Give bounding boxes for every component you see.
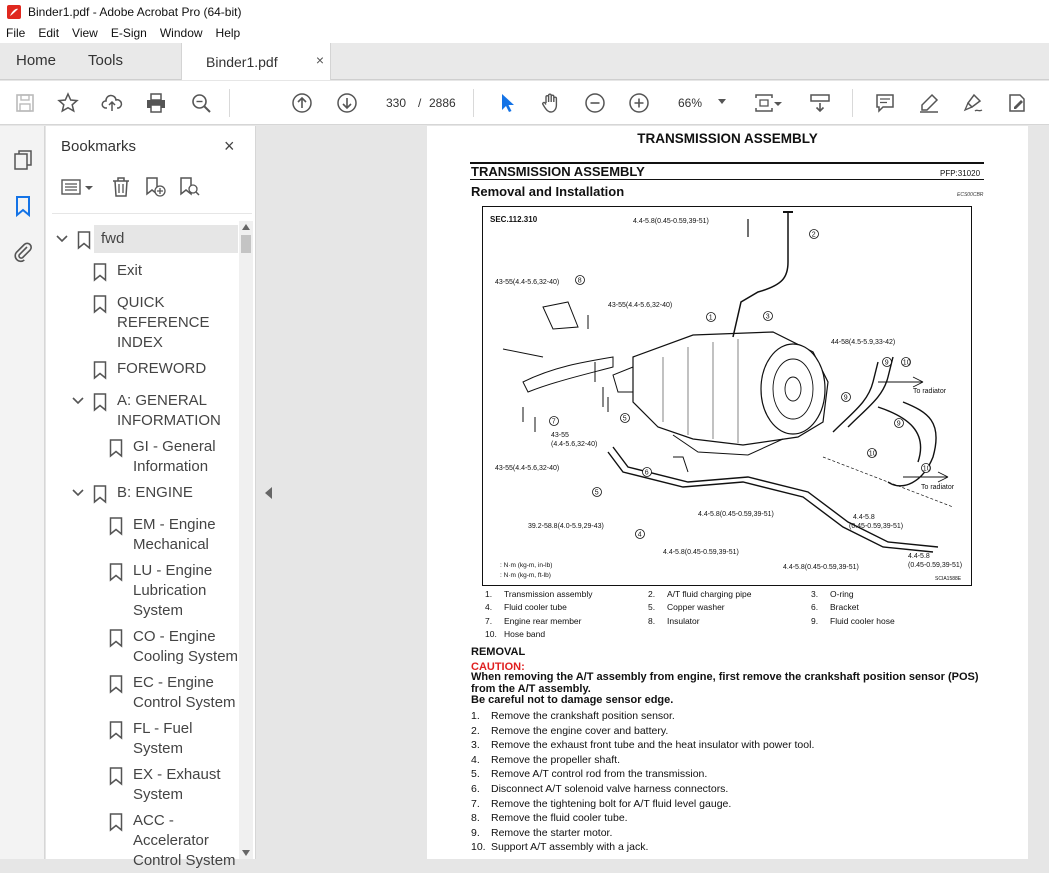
bookmark-star-icon[interactable]: [56, 91, 80, 115]
bookmarks-title: Bookmarks: [61, 138, 137, 155]
legend-num: 2.: [648, 589, 656, 599]
tab-home[interactable]: Home: [16, 52, 57, 69]
bookmark-icon: [109, 439, 123, 457]
bookmark-label: ACC - Accelerator Control System: [133, 812, 236, 869]
bookmark-general-information[interactable]: [46, 391, 239, 433]
highlight-icon[interactable]: [917, 91, 941, 115]
legend-num: 4.: [485, 602, 493, 612]
legend-text: Copper washer: [667, 602, 725, 612]
caution-label: CAUTION:: [471, 661, 525, 673]
step-text: Remove the tightening bolt for A/T fluid level gauge.: [491, 797, 732, 810]
legend-num: 1.: [485, 589, 493, 599]
legend-num: 3.: [811, 589, 819, 599]
scroll-down-icon[interactable]: [242, 850, 250, 856]
select-cursor-icon[interactable]: [495, 91, 519, 115]
bookmark-em[interactable]: [46, 515, 239, 557]
zoom-select[interactable]: [670, 95, 730, 113]
zoom-value: 66%: [678, 96, 703, 110]
pages-icon[interactable]: [11, 148, 35, 172]
svg-text:8: 8: [577, 277, 582, 285]
tab-document-label: Binder1.pdf: [206, 54, 278, 70]
sign-icon[interactable]: [961, 91, 985, 115]
bookmark-icon: [93, 485, 107, 503]
bookmark-icon: [109, 767, 123, 785]
menu-file[interactable]: File: [6, 26, 26, 40]
torque-label: 4.4-5.8(0.45-0.59,39-51): [633, 218, 709, 225]
bookmark-label: QUICK REFERENCE INDEX: [117, 294, 210, 351]
bookmark-icon: [109, 517, 123, 535]
scroll-mode-icon[interactable]: [808, 91, 832, 115]
to-radiator-label: To radiator: [913, 388, 947, 395]
bookmark-icon: [77, 231, 91, 249]
pfp-code: PFP:31020: [940, 169, 981, 178]
step-text: Remove the propeller shaft.: [491, 753, 620, 766]
legend-text: O-ring: [830, 589, 854, 599]
page-separator: /: [418, 96, 422, 110]
window-title: Binder1.pdf - Adobe Acrobat Pro (64-bit): [28, 4, 242, 19]
scroll-thumb[interactable]: [241, 235, 251, 253]
chevron-down-icon[interactable]: [72, 488, 84, 498]
collapse-panel-icon[interactable]: [265, 487, 272, 499]
step-text: Remove the fluid cooler tube.: [491, 812, 628, 825]
torque-label: 44-58(4.5-5.9,33-42): [831, 339, 896, 346]
step-number: 4.: [471, 753, 480, 766]
torque-label: 4.4-5.8: [908, 553, 930, 560]
delete-icon[interactable]: [110, 176, 134, 200]
bookmark-label: B: ENGINE: [117, 484, 193, 501]
step-text: Remove the engine cover and battery.: [491, 724, 669, 737]
legend-text: Insulator: [667, 616, 700, 626]
comment-icon[interactable]: [873, 91, 897, 115]
chevron-down-icon[interactable]: [72, 396, 84, 406]
svg-text:5: 5: [622, 415, 627, 423]
legend-text: Engine rear member: [504, 616, 582, 626]
bookmark-acc[interactable]: [46, 811, 239, 873]
page-down-icon[interactable]: [335, 91, 359, 115]
bookmark-label: CO - Engine Cooling System: [133, 628, 239, 665]
svg-text:10: 10: [902, 359, 911, 367]
step-number: 10.: [471, 841, 486, 854]
bookmarks-toolbar: [58, 176, 238, 202]
transmission-diagram: [482, 206, 972, 586]
left-rail: [0, 126, 45, 859]
step-text: Support A/T assembly with a jack.: [491, 841, 649, 854]
step-text: Remove the exhaust front tube and the heat insulator with power tool.: [491, 739, 815, 752]
step-number: 6.: [471, 783, 480, 795]
print-icon[interactable]: [144, 91, 168, 115]
tab-bar: [0, 43, 1049, 80]
bookmark-label: FOREWORD: [117, 360, 207, 377]
torque-label: 43-55(4.4-5.6,32-40): [608, 302, 673, 309]
figure-code: SCIA1588E: [935, 576, 962, 582]
caution-text: [471, 672, 991, 707]
torque-label: 4.4-5.8(0.45-0.59,39-51): [783, 564, 859, 571]
zoom-in-icon[interactable]: [627, 91, 651, 115]
legend-text: Fluid cooler hose: [830, 616, 895, 626]
svg-text:9: 9: [896, 420, 901, 428]
bookmark-icon: [109, 629, 123, 647]
menu-window[interactable]: Window: [159, 26, 203, 40]
tab-tools[interactable]: Tools: [88, 52, 124, 69]
step-number: 3.: [471, 739, 480, 752]
svg-text:5: 5: [594, 489, 599, 497]
menu-edit[interactable]: Edit: [38, 26, 60, 40]
bookmark-label: FL - Fuel System: [133, 720, 193, 757]
step-number: 2.: [471, 724, 480, 737]
torque-label: 39.2-58.8(4.0-5.9,29-43): [528, 523, 604, 530]
svg-text:4: 4: [637, 531, 642, 539]
legend-num: 10.: [485, 629, 497, 639]
bookmark-label: GI - General Information: [133, 438, 216, 475]
bookmark-label: EC - Engine Control System: [133, 674, 236, 711]
bookmark-icon: [109, 813, 123, 831]
bookmark-gi[interactable]: [46, 437, 239, 479]
menu-bar: [0, 23, 1049, 43]
scroll-up-icon[interactable]: [242, 224, 250, 230]
menu-help[interactable]: Help: [215, 26, 241, 40]
attachments-icon[interactable]: [11, 240, 35, 264]
torque-label: (4.4-5.6,32-40): [551, 441, 598, 448]
units-label: : N·m (kg-m, ft-lb): [500, 572, 551, 579]
legend-num: 6.: [811, 602, 819, 612]
to-radiator-label: To radiator: [921, 484, 955, 491]
menu-view[interactable]: View: [72, 26, 98, 40]
torque-label: (0.45-0.59,39-51): [908, 562, 963, 569]
diagram-sec-label: SEC.112.310: [490, 215, 538, 224]
step-text: Disconnect A/T solenoid valve harness connectors.: [491, 783, 729, 795]
bookmarks-panel: [46, 126, 256, 869]
torque-label: 4.4-5.8(0.45-0.59,39-51): [663, 549, 739, 556]
legend-text: Fluid cooler tube: [504, 602, 567, 612]
legend-text: A/T fluid charging pipe: [667, 589, 752, 599]
fit-dropdown-chevron-icon[interactable]: [772, 91, 784, 115]
bookmark-label: A: GENERAL INFORMATION: [117, 392, 221, 429]
bookmark-engine[interactable]: [46, 483, 239, 505]
svg-text:10: 10: [922, 465, 931, 473]
torque-label: (0.45-0.59,39-51): [849, 523, 904, 530]
svg-text:6: 6: [644, 469, 649, 477]
torque-label: 43-55(4.4-5.6,32-40): [495, 465, 560, 472]
torque-label: 43-55(4.4-5.6,32-40): [495, 279, 560, 286]
bookmark-fl[interactable]: [46, 719, 239, 761]
legend-num: 8.: [648, 616, 656, 626]
step-text: Remove A/T control rod from the transmission.: [491, 768, 708, 781]
find-bookmark-icon[interactable]: [178, 176, 202, 200]
tab-close-icon[interactable]: ×: [315, 52, 324, 68]
svg-text:3: 3: [765, 313, 770, 321]
bookmark-co[interactable]: [46, 627, 239, 669]
bookmark-icon: [93, 393, 107, 411]
step-text: Remove the starter motor.: [491, 826, 613, 839]
upload-icon[interactable]: [100, 91, 124, 115]
subtitle: Removal and Installation: [471, 184, 625, 199]
page-header: TRANSMISSION ASSEMBLY: [637, 131, 818, 146]
bookmark-exit[interactable]: [46, 261, 239, 283]
step-number: 9.: [471, 826, 480, 839]
step-number: 1.: [471, 710, 480, 722]
menu-esign[interactable]: E-Sign: [110, 26, 147, 40]
tab-document[interactable]: [181, 43, 331, 80]
close-icon[interactable]: ×: [224, 136, 235, 156]
step-text: Remove the crankshaft position sensor.: [491, 710, 675, 722]
step-number: 5.: [471, 768, 480, 781]
hand-icon[interactable]: [539, 91, 563, 115]
legend-text: Hose band: [504, 629, 546, 639]
title-bar: [0, 0, 1049, 23]
legend-text: Bracket: [830, 602, 859, 612]
svg-text:9: 9: [884, 359, 889, 367]
legend-num: 9.: [811, 616, 819, 626]
legend-num: 7.: [485, 616, 493, 626]
bookmark-label: LU - Engine Lubrication System: [133, 562, 213, 619]
bookmark-icon: [93, 263, 107, 281]
svg-text:10: 10: [868, 450, 877, 458]
bookmarks-icon[interactable]: [11, 194, 35, 218]
ecs-code: ECS00CBR: [957, 192, 984, 198]
torque-label: 4.4-5.8(0.45-0.59,39-51): [698, 511, 774, 518]
new-bookmark-icon[interactable]: [144, 176, 168, 200]
pdf-page: [427, 126, 1028, 859]
removal-heading: REMOVAL: [471, 646, 526, 658]
save-icon[interactable]: [13, 91, 37, 115]
acrobat-icon: [6, 4, 22, 20]
chevron-down-icon: [718, 99, 726, 104]
units-label: : N·m (kg-m, in-lb): [500, 562, 553, 569]
bookmark-icon: [93, 295, 107, 313]
zoom-out-icon[interactable]: [583, 91, 607, 115]
torque-label: 4.4-5.8: [853, 514, 875, 521]
bookmarks-scrollbar[interactable]: [239, 221, 253, 859]
bookmark-icon: [109, 675, 123, 693]
caution-text-line: Be careful not to damage sensor edge.: [471, 694, 674, 706]
bookmark-ec[interactable]: [46, 673, 239, 715]
torque-label: 43-55: [551, 432, 569, 439]
bookmark-icon: [93, 361, 107, 379]
edit-pdf-icon[interactable]: [1005, 91, 1029, 115]
section-title: TRANSMISSION ASSEMBLY: [471, 164, 645, 179]
caution-text-line: When removing the A/T assembly from engine, first remove the crankshaft position sensor (POS) from the A/T assembly.: [471, 671, 979, 695]
bookmark-label: EX - Exhaust System: [133, 766, 221, 803]
page-number-input[interactable]: 330: [378, 92, 414, 114]
page-up-icon[interactable]: [290, 91, 314, 115]
bookmark-fwd[interactable]: [46, 229, 239, 251]
svg-text:2: 2: [811, 231, 816, 239]
svg-text:7: 7: [551, 418, 556, 426]
step-number: 8.: [471, 812, 480, 825]
bookmark-ex[interactable]: [46, 765, 239, 807]
search-zoom-icon[interactable]: [189, 91, 213, 115]
bookmark-icon: [109, 563, 123, 581]
bookmark-label: fwd: [101, 230, 125, 247]
svg-text:1: 1: [708, 314, 713, 322]
bookmark-lu[interactable]: [46, 561, 239, 623]
bookmark-foreword[interactable]: [46, 359, 239, 381]
bookmark-icon: [109, 721, 123, 739]
legend-text: Transmission assembly: [504, 589, 593, 599]
bookmark-label: Exit: [117, 262, 143, 279]
chevron-down-icon[interactable]: [56, 234, 68, 244]
legend-num: 5.: [648, 602, 656, 612]
options-menu-icon[interactable]: [60, 176, 96, 200]
step-number: 7.: [471, 797, 480, 810]
svg-text:9: 9: [843, 394, 848, 402]
bookmark-label: EM - Engine Mechanical: [133, 516, 216, 553]
page-total: 2886: [429, 96, 456, 110]
toolbar: [0, 81, 1049, 125]
bookmark-quick-reference-index[interactable]: [46, 293, 239, 355]
bookmarks-tree: [46, 221, 239, 869]
